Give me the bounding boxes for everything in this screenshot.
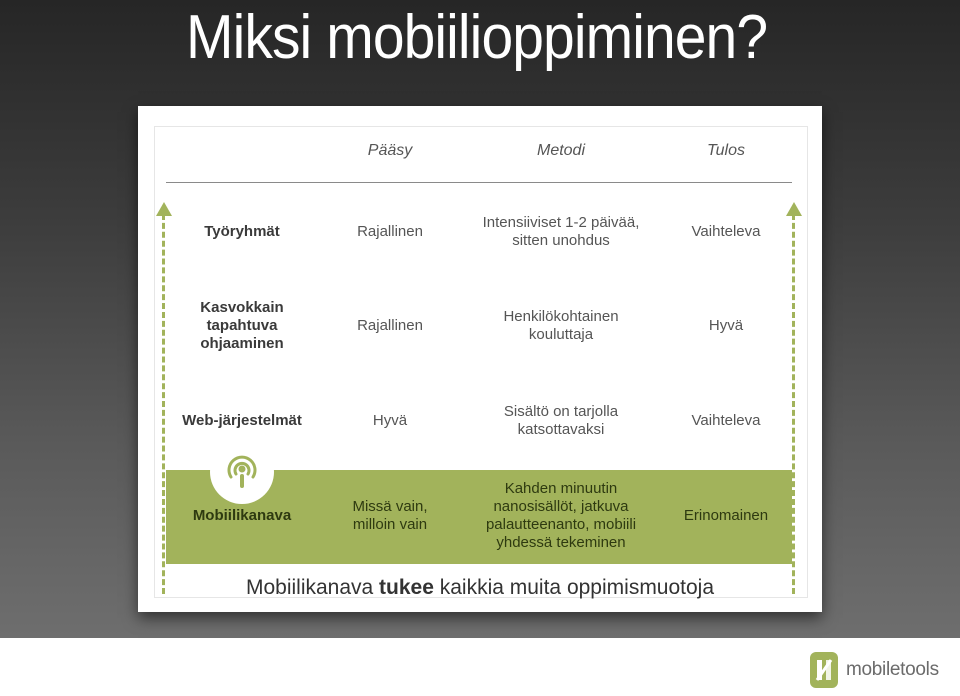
brand-name: mobiletools: [846, 659, 939, 680]
row-label-kasvokkain: [157, 299, 327, 353]
row2-method: [503, 308, 618, 344]
row2-label-line3: ohjaaminen: [200, 335, 284, 352]
row4-method-line4: yhdessä tekeminen: [496, 534, 626, 551]
row4-result: Erinomainen: [683, 507, 769, 524]
row4-access-line2: milloin vain: [352, 516, 428, 533]
footer-statement: [138, 576, 822, 600]
row2-method-line2: kouluttaja: [528, 326, 594, 343]
row4-method-line3: palautteenanto, mobiili: [485, 516, 637, 533]
column-header-result: Tulos: [707, 142, 745, 159]
column-header-method: Metodi: [536, 142, 586, 159]
row2-result: Hyvä: [708, 317, 744, 334]
row2-label-line1: Kasvokkain: [200, 299, 284, 316]
row3-result: Vaihteleva: [691, 412, 761, 429]
podcast-icon: [210, 440, 274, 504]
slide-title: Miksi mobiilioppiminen?: [186, 3, 768, 72]
row4-method-line1: Kahden minuutin: [504, 480, 618, 497]
row-label-web: Web-järjestelmät: [182, 412, 302, 429]
row4-method: [486, 480, 636, 552]
row1-access: Rajallinen: [357, 223, 423, 240]
row1-method-line2: sitten unohdus: [512, 232, 610, 249]
mobiletools-logo-icon: [808, 650, 840, 690]
row-label-mobiilikanava: Mobiilikanava: [192, 507, 292, 524]
row4-access: [352, 498, 427, 534]
header-divider: [166, 182, 792, 183]
row1-result: Vaihteleva: [691, 223, 761, 240]
mobiletools-brand: [808, 650, 939, 690]
footer-text-bold: tukee: [379, 576, 434, 599]
row1-method: [483, 214, 640, 250]
left-dashed-line: [162, 214, 165, 594]
row2-label-line2: tapahtuva: [206, 317, 278, 334]
column-header-access: Pääsy: [367, 142, 413, 159]
row3-access: Hyvä: [372, 412, 408, 429]
footer-text-post: kaikkia muita oppimismuotoja: [433, 576, 715, 599]
row3-method-line2: katsottavaksi: [517, 421, 605, 438]
comparison-card: [138, 106, 822, 612]
row3-method: [504, 403, 618, 439]
row2-access: Rajallinen: [357, 317, 423, 334]
footer-text-pre: Mobiilikanava: [245, 576, 380, 599]
right-dashed-line: [792, 214, 795, 594]
row-label-tyoryhmat: Työryhmät: [204, 223, 280, 240]
row3-method-line1: Sisältö on tarjolla: [503, 403, 619, 420]
row4-method-line2: nanosisällöt, jatkuva: [493, 498, 629, 515]
row1-method-line1: Intensiiviset 1-2 päivää,: [482, 214, 640, 231]
row2-method-line1: Henkilökohtainen: [503, 308, 619, 325]
row4-access-line1: Missä vain,: [352, 498, 428, 515]
